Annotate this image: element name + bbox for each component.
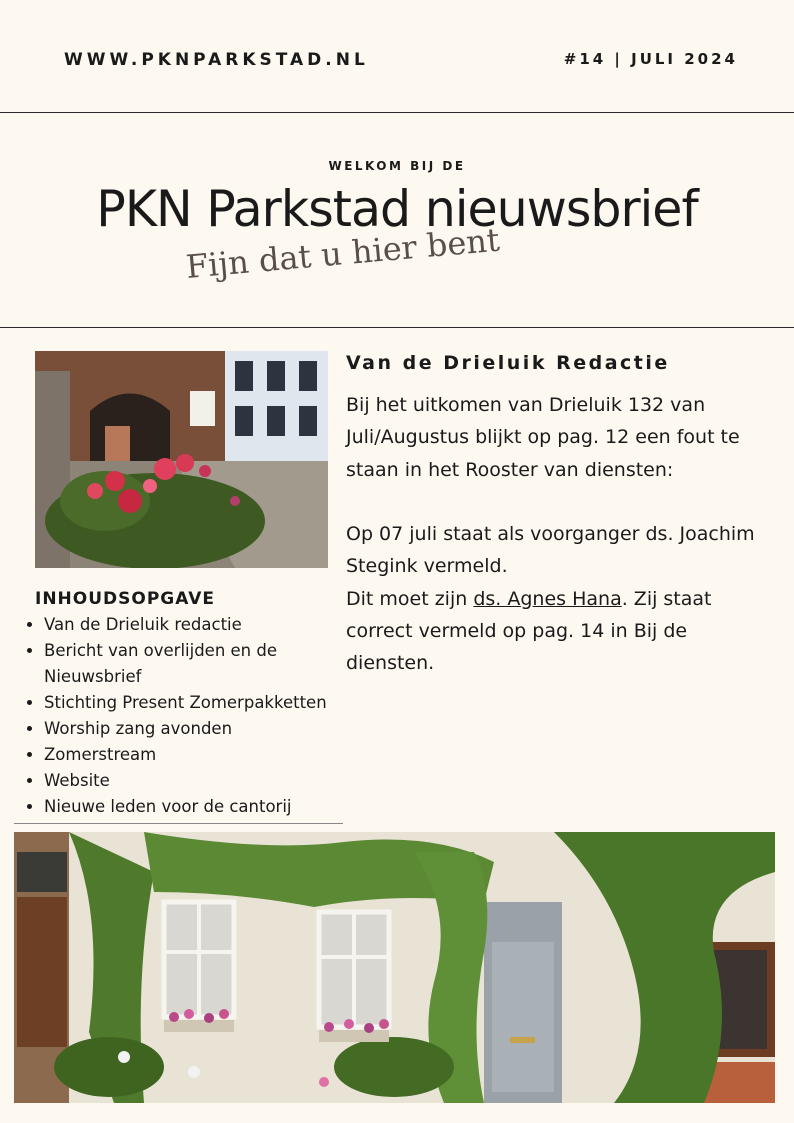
paragraph-gap: [346, 486, 766, 518]
toc-item[interactable]: • Website: [44, 768, 364, 794]
site-url[interactable]: WWW.PKNPARKSTAD.NL: [64, 50, 369, 70]
toc-item[interactable]: • Worship zang avonden: [44, 716, 364, 742]
archway-photo: [35, 351, 328, 568]
welcome-label: WELKOM BIJ DE: [328, 159, 466, 173]
article-paragraph: Bij het uitkomen van Drieluik 132 van Juli/Augustus blijkt op pag. 12 een fout te staan in het Rooster van diensten:: [346, 394, 740, 481]
toc-list: [24, 612, 364, 820]
toc-item[interactable]: • Van de Drieluik redactie: [44, 612, 364, 638]
ivy-house-photo: [14, 832, 775, 1103]
tagline: Fijn dat u hier bent: [184, 220, 502, 286]
toc-item[interactable]: • Zomerstream: [44, 742, 364, 768]
article-text: Dit moet zijn: [346, 587, 474, 610]
issue-label: #14 | JULI 2024: [563, 50, 738, 68]
toc-title: INHOUDSOPGAVE: [35, 589, 216, 609]
toc-item[interactable]: • Bericht van overlijden en de Nieuwsbrief: [44, 638, 364, 690]
toc-item[interactable]: • Stichting Present Zomerpakketten: [44, 690, 364, 716]
article-body: [346, 389, 766, 680]
divider-top: [0, 112, 794, 113]
article-paragraph: Op 07 juli staat als voorganger ds. Joachim Stegink vermeld.: [346, 523, 755, 578]
agnes-hana-link[interactable]: ds. Agnes Hana: [473, 587, 622, 610]
article-text: . Zij staat correct vermeld op pag. 14 in Bij de diensten.: [346, 587, 712, 675]
toc-item[interactable]: • Nieuwe leden voor de cantorij: [44, 794, 364, 820]
article-paragraph: [346, 583, 766, 680]
divider-middle: [0, 327, 794, 328]
newsletter-title: PKN Parkstad nieuwsbrief: [96, 180, 698, 238]
article-title: Van de Drieluik Redactie: [346, 352, 670, 374]
toc-divider: [14, 823, 343, 824]
